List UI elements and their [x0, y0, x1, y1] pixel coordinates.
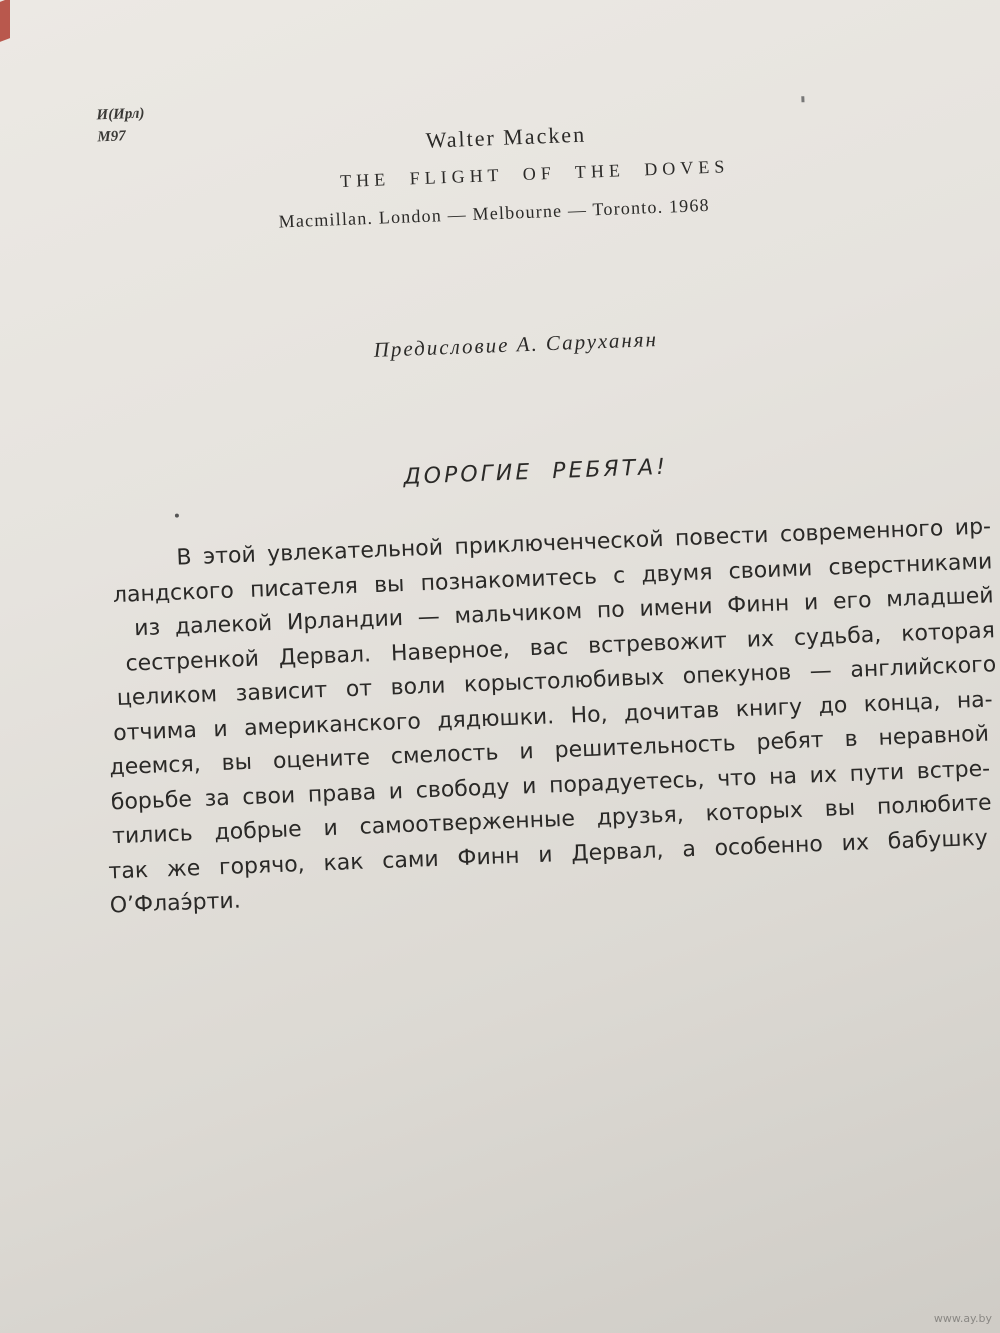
body-line: целиком зависит от воли корыстолюбивых опекунов — английского — [116, 652, 997, 712]
body-text — [81, 510, 1000, 924]
body-line: деемся, вы оцените смелость и решительность ребят в неравной — [109, 721, 990, 781]
print-speck — [175, 514, 179, 518]
body-line: тились добрые и самоотверженные друзья, которых вы полюбите — [111, 790, 993, 850]
body-line: отчима и американского дядюшки. Но, дочитав книгу до конца, на- — [112, 686, 994, 746]
catalog-code — [96, 103, 146, 149]
section-heading: ДОРОГИЕ РЕБЯТА! — [403, 454, 669, 490]
catalog-code-line: И(Ирл) — [96, 105, 145, 124]
body-line: так же горячо, как сами Финн и Дервал, а особенно их бабушку — [108, 825, 989, 884]
original-title: THE FLIGHT OF THE DOVES — [339, 156, 730, 192]
publisher-line: Macmillan. London — Melbourne — Toronto. 1968 — [278, 194, 711, 232]
body-line: из далекой Ирландии — мальчиком по имени Финн и его младшей — [133, 583, 995, 642]
body-line: ландского писателя вы познакомитесь с двумя своими сверстниками — [112, 548, 993, 608]
preface-credit: Предисловие А. Саруханян — [373, 327, 659, 362]
watermark: www.ay.by — [933, 1312, 992, 1325]
body-line: В этой увлекательной приключенческой повести современного ир- — [176, 514, 992, 571]
catalog-code-line: М97 — [97, 128, 126, 146]
body-line: борьбе за свои права и свободу и порадуетесь, что на их пути встре- — [110, 756, 991, 815]
print-mark — [801, 96, 804, 102]
author-name: Walter Macken — [425, 121, 587, 153]
body-line: О’Флаэ́рти. — [109, 888, 242, 919]
body-line: сестренкой Дервал. Наверное, вас встревожит их судьба, которая — [125, 617, 996, 677]
